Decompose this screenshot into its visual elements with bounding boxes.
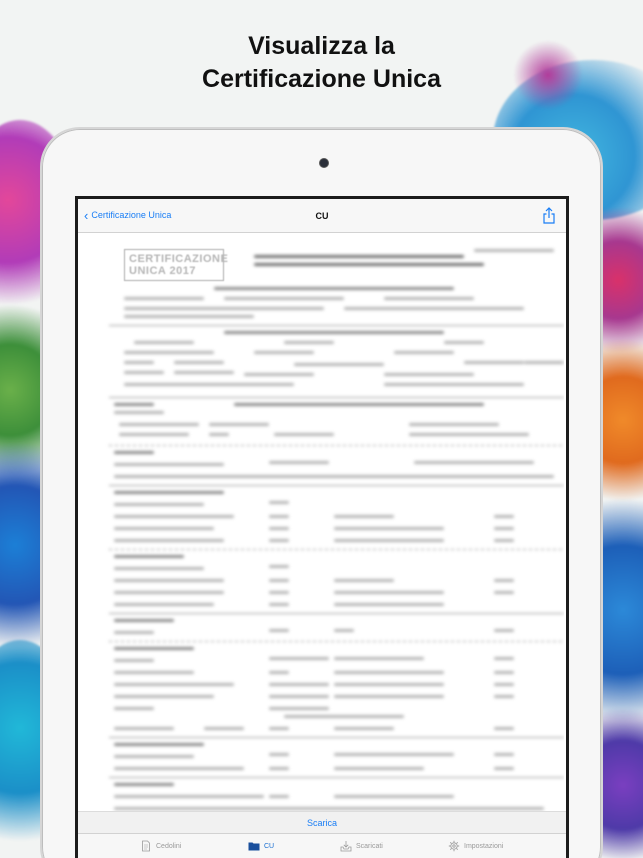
- tab-impostazioni-label: Impostazioni: [464, 842, 504, 850]
- app-screen: [75, 196, 569, 858]
- folder-icon: [248, 840, 260, 852]
- document-preview[interactable]: [84, 239, 564, 814]
- page-title: CU: [315, 211, 329, 221]
- headline-line-2: Certificazione Unica: [202, 65, 441, 93]
- badge-line-2: UNICA 2017: [129, 265, 196, 277]
- tab-scaricati[interactable]: [340, 840, 383, 852]
- tab-scaricati-label: Scaricati: [356, 842, 383, 850]
- back-button-label: Certificazione Unica: [91, 210, 172, 220]
- document-header: [124, 249, 229, 281]
- navigation-bar: [78, 199, 566, 233]
- headline: [0, 30, 643, 96]
- tab-impostazioni[interactable]: [448, 840, 503, 852]
- download-button[interactable]: Scarica: [78, 811, 566, 833]
- badge-line-1: CERTIFICAZIONE: [129, 253, 229, 265]
- gear-icon: [448, 840, 460, 852]
- certificazione-badge: [124, 249, 229, 281]
- tab-cedolini[interactable]: [140, 840, 181, 852]
- tab-cu-label: CU: [264, 842, 275, 850]
- camera-icon: [319, 158, 329, 168]
- tablet-device: [40, 127, 603, 858]
- chevron-left-icon: ‹: [84, 207, 89, 223]
- tab-bar: [78, 833, 566, 858]
- download-tray-icon: [340, 840, 352, 852]
- document-icon: [140, 840, 152, 852]
- headline-line-1: Visualizza la: [248, 32, 395, 60]
- tab-cedolini-label: Cedolini: [156, 842, 182, 850]
- share-icon[interactable]: [542, 207, 556, 225]
- tab-cu[interactable]: [248, 840, 274, 852]
